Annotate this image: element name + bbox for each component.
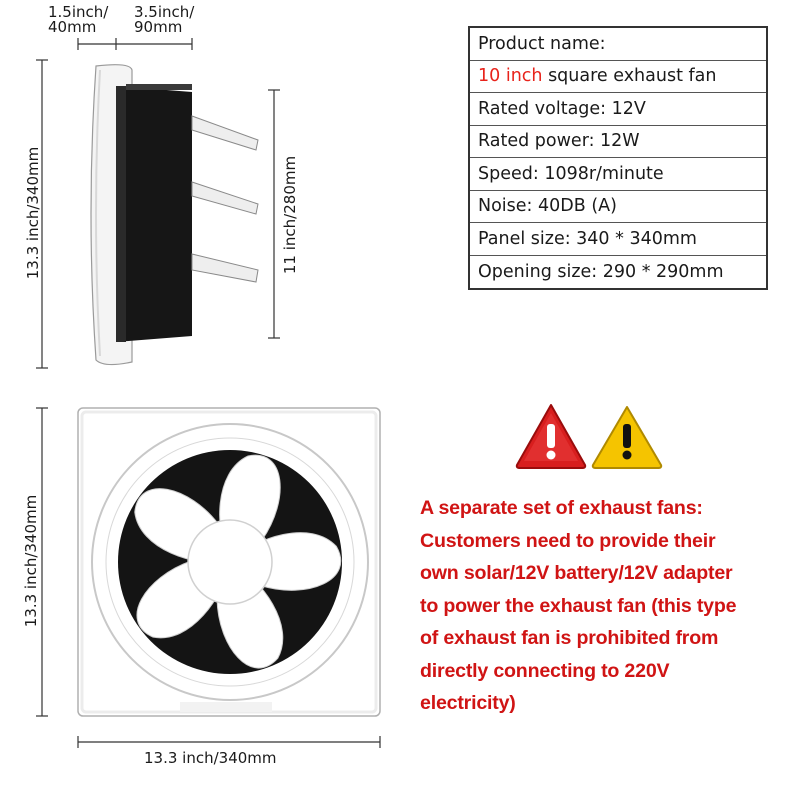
spec-table xyxy=(468,26,768,290)
spec-row-power: Rated power: 12W xyxy=(470,126,766,159)
opening-height-dimension-line xyxy=(268,90,280,338)
fan-hub xyxy=(188,520,272,604)
spec-row-opening-size: Opening size: 290 * 290mm xyxy=(478,261,724,282)
depth-large-label: 3.5inch/ 90mm xyxy=(134,3,195,36)
spec-row-panel-size: Panel size: 340 * 340mm xyxy=(470,223,766,256)
spec-row-noise: Noise: 40DB (A) xyxy=(470,191,766,224)
front-width-dimension-line xyxy=(78,736,380,748)
spec-row-voltage: Rated voltage: 12V xyxy=(470,93,766,126)
warning-line: to power the exhaust fan (this type xyxy=(420,594,737,617)
front-width-label: 13.3 inch/340mm xyxy=(144,749,277,767)
warning-text xyxy=(420,492,795,720)
red-warning-triangle-icon xyxy=(514,402,588,470)
depth-small-label: 1.5inch/ 40mm xyxy=(48,3,109,36)
louvers xyxy=(192,116,258,282)
warning-line: of exhaust fan is prohibited from xyxy=(420,627,719,649)
fan-housing-side xyxy=(116,86,192,342)
side-height-label: 13.3 inch/340mm xyxy=(24,146,42,280)
warning-line: Customers need to provide their xyxy=(420,529,716,552)
side-view xyxy=(0,0,320,380)
side-view-drawing xyxy=(0,0,320,380)
front-view-drawing xyxy=(0,390,400,800)
spec-row-speed: Speed: 1098r/minute xyxy=(470,158,766,191)
warning-line: own solar/12V battery/12V adapter xyxy=(420,562,733,584)
yellow-warning-triangle-icon xyxy=(590,404,664,470)
warning-line: electricity) xyxy=(420,692,516,714)
spec-row-product-name: 10 inch square exhaust fan xyxy=(470,61,766,94)
front-view xyxy=(0,390,400,800)
spec-row-product-name-label: Product name: xyxy=(470,28,766,61)
opening-height-label: 11 inch/280mm xyxy=(281,155,299,275)
warning-line: A separate set of exhaust fans: xyxy=(420,497,703,519)
depth-dimension-line xyxy=(78,38,192,50)
product-size-highlight: 10 inch xyxy=(478,66,543,87)
front-height-label: 13.3 inch/340mm xyxy=(22,494,40,628)
warning-line: directly connecting to 220V xyxy=(420,659,670,682)
